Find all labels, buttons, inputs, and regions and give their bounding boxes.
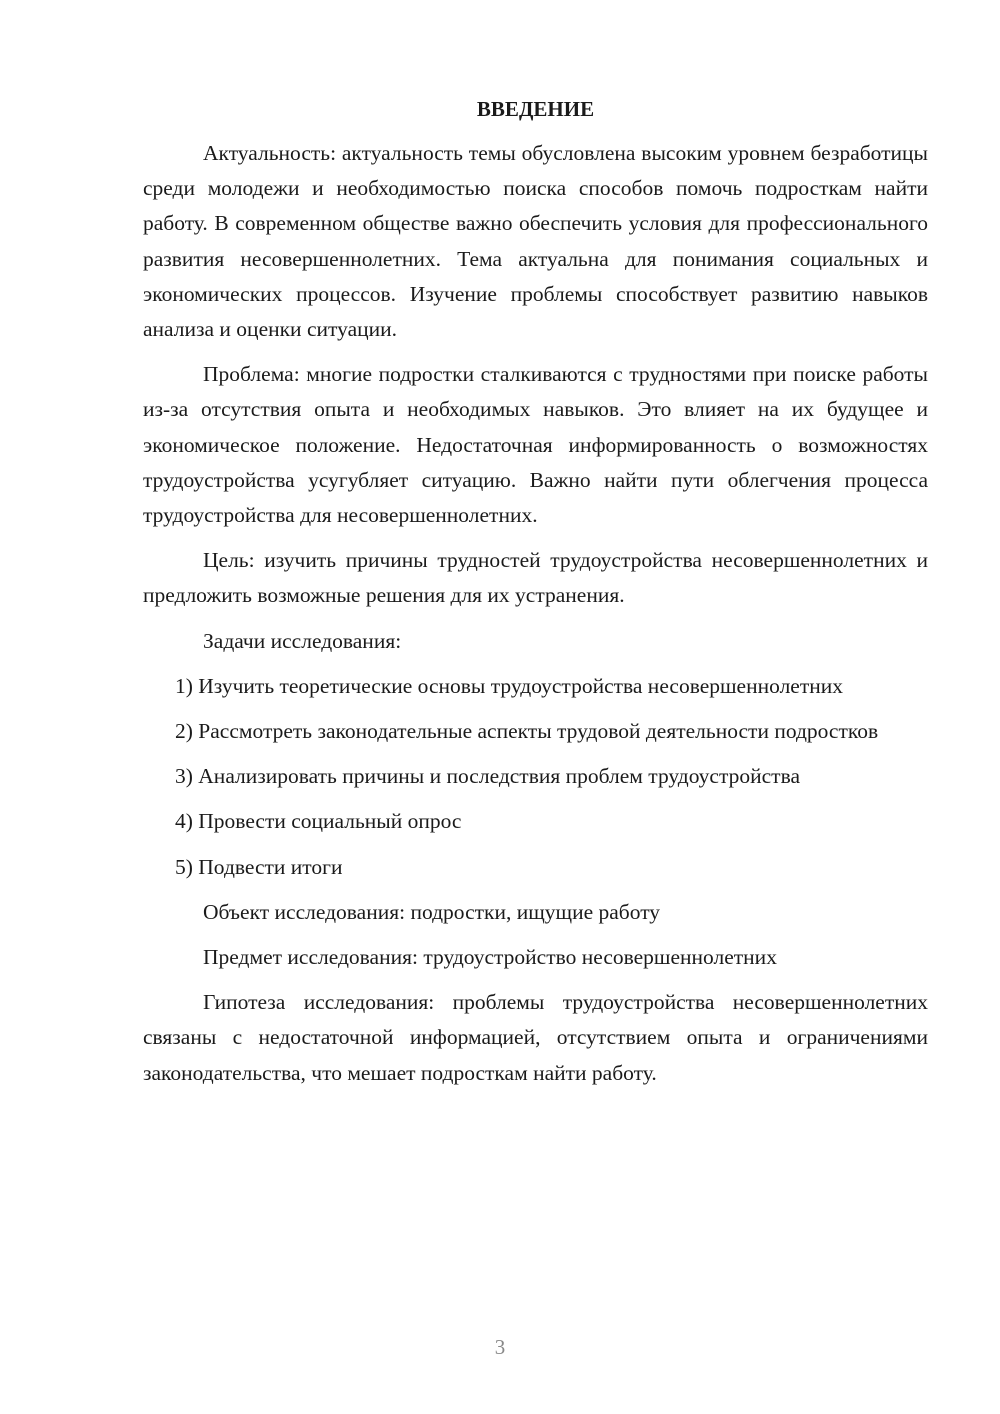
research-object: Объект исследования: подростки, ищущие работу <box>203 899 661 924</box>
page-number: 3 <box>494 1335 506 1359</box>
task-item-2: 2) Рассмотреть законодательные аспекты трудовой деятельности подростков <box>175 719 879 744</box>
section-title: ВВЕДЕНИЕ <box>476 97 595 121</box>
document-page <box>143 92 928 1101</box>
problem-paragraph: Проблема: многие подростки сталкиваются с трудностями при поиске работы из-за отсутствия опыта и необходимых навыков. Это влияет на их будущее и экономическое положение. Недостаточная информированность о возможностях трудоустройства усугубляет ситуацию. Важно найти пути облегчения процесса трудоустройства для несовершеннолетних. <box>143 362 928 528</box>
task-item-3: 3) Анализировать причины и последствия проблем трудоустройства <box>175 764 800 789</box>
task-item-1: 1) Изучить теоретические основы трудоустройства несовершеннолетних <box>175 673 844 698</box>
relevance-paragraph: Актуальность: актуальность темы обусловлена высоким уровнем безработицы среди молодежи и необходимостью поиска способов помочь подросткам найти работу. В современном обществе важно обеспечить условия для профессионального развития несовершеннолетних. Тема актуальна для понимания социальных и экономических процессов. Изучение проблемы способствует развитию навыков анализа и оценки ситуации. <box>143 141 928 342</box>
hypothesis-paragraph: Гипотеза исследования: проблемы трудоустройства несовершеннолетних связаны с недостаточной информацией, отсутствием опыта и ограничениями законодательства, что мешает подросткам найти работу. <box>143 990 928 1085</box>
goal-paragraph: Цель: изучить причины трудностей трудоустройства несовершеннолетних и предложить возможные решения для их устранения. <box>143 548 928 608</box>
task-item-4: 4) Провести социальный опрос <box>175 809 462 834</box>
tasks-heading: Задачи исследования: <box>203 628 402 653</box>
task-item-5: 5) Подвести итоги <box>175 854 343 879</box>
research-subject: Предмет исследования: трудоустройство несовершеннолетних <box>203 945 777 970</box>
